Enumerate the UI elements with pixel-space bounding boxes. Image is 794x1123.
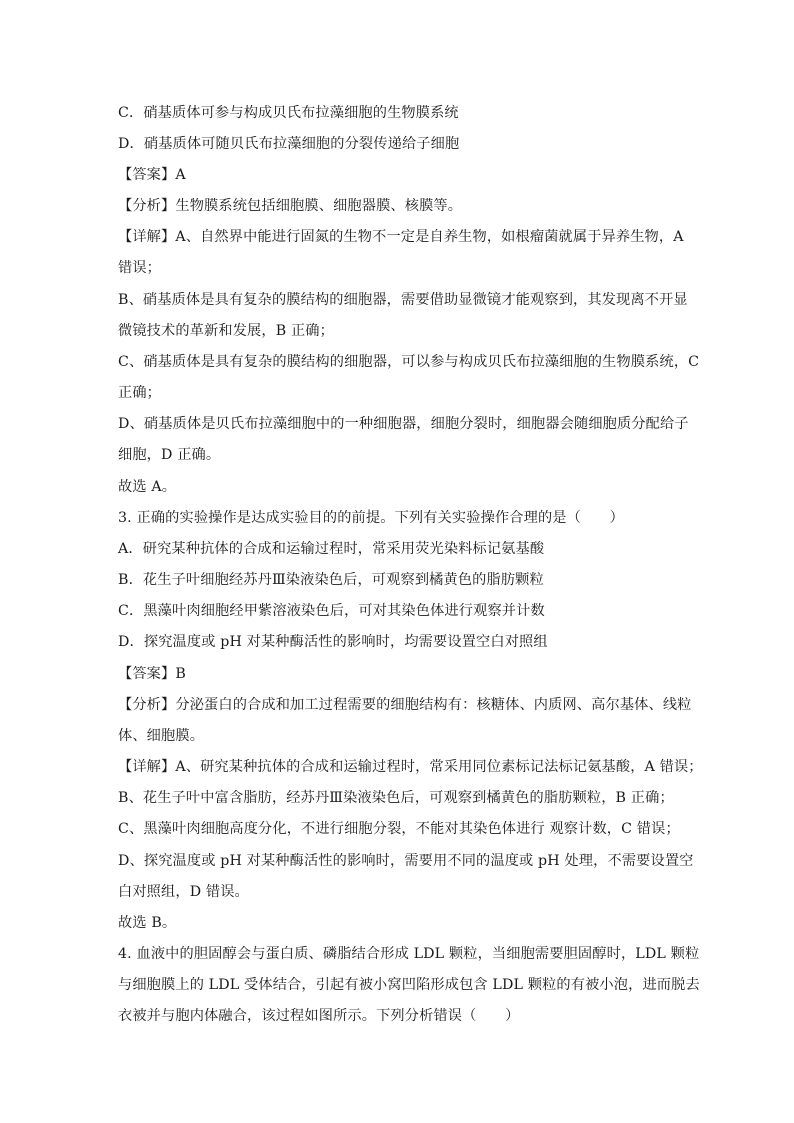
- question-3-stem: 3. 正确的实验操作是达成实验目的的前提。下列有关实验操作合理的是（ ）: [118, 510, 624, 526]
- question-4-stem: 与细胞膜上的 LDL 受体结合，引起有被小窝凹陷形成包含 LDL 颗粒的有被小泡，进而脱去: [118, 977, 700, 993]
- analysis-line: 体、细胞膜。: [118, 728, 205, 744]
- option-c-line: C．黑藻叶肉细胞经甲紫溶液染色后，可对其染色体进行观察并计数: [118, 603, 545, 619]
- answer-line: 【答案】B: [118, 666, 186, 682]
- explanation-line: 【详解】A、自然界中能进行固氮的生物不一定是自养生物，如根瘤菌就属于异养生物，A: [118, 229, 684, 245]
- analysis-line: 【分析】生物膜系统包括细胞膜、细胞器膜、核膜等。: [118, 198, 463, 214]
- answer-line: 【答案】A: [118, 167, 186, 183]
- explanation-line: 微镜技术的革新和发展，B 正确；: [118, 323, 334, 339]
- explanation-line: 正确；: [118, 385, 162, 401]
- option-d-line: D．探究温度或 pH 对某种酶活性的影响时，均需要设置空白对照组: [118, 634, 548, 650]
- explanation-line: 白对照组，D 错误。: [118, 884, 249, 900]
- option-d-line: D．硝基质体可随贝氏布拉藻细胞的分裂传递给子细胞: [118, 136, 460, 152]
- conclusion-line: 故选 A。: [118, 479, 177, 495]
- explanation-line: D、硝基质体是贝氏布拉藻细胞中的一种细胞器，细胞分裂时，细胞器会随细胞质分配给子: [118, 416, 689, 432]
- explanation-line: 【详解】A、研究某种抗体的合成和运输过程时，常采用同位素标记法标记氨基酸，A 错误；: [118, 759, 703, 775]
- option-a-line: A．研究某种抗体的合成和运输过程时，常采用荧光染料标记氨基酸: [118, 541, 545, 557]
- explanation-line: C、硝基质体是具有复杂的膜结构的细胞器，可以参与构成贝氏布拉藻细胞的生物膜系统，C: [118, 354, 700, 370]
- explanation-line: 错误；: [118, 260, 162, 276]
- explanation-line: C、黑藻叶肉细胞高度分化，不进行细胞分裂，不能对其染色体进行 观察计数，C 错误；: [118, 821, 680, 837]
- option-c-line: C．硝基质体可参与构成贝氏布拉藻细胞的生物膜系统: [118, 105, 459, 121]
- explanation-line: B、花生子叶中富含脂肪，经苏丹Ⅲ染液染色后，可观察到橘黄色的脂肪颗粒，B 正确；: [118, 790, 674, 806]
- question-4-stem: 衣被并与胞内体融合，该过程如图所示。下列分析错误（ ）: [118, 1008, 520, 1024]
- question-4-stem: 4. 血液中的胆固醇会与蛋白质、磷脂结合形成 LDL 颗粒，当细胞需要胆固醇时，LDL 颗粒: [118, 946, 700, 962]
- option-b-line: B．花生子叶细胞经苏丹Ⅲ染液染色后，可观察到橘黄色的脂肪颗粒: [118, 572, 544, 588]
- conclusion-line: 故选 B。: [118, 915, 177, 931]
- analysis-line: 【分析】分泌蛋白的合成和加工过程需要的细胞结构有：核糖体、内质网、高尔基体、线粒: [118, 697, 692, 713]
- explanation-line: 细胞，D 正确。: [118, 447, 221, 463]
- explanation-line: D、探究温度或 pH 对某种酶活性的影响时，需要用不同的温度或 pH 处理，不需要设置空: [118, 853, 694, 869]
- explanation-line: B、硝基质体是具有复杂的膜结构的细胞器，需要借助显微镜才能观察到，其发现离不开显: [118, 292, 688, 308]
